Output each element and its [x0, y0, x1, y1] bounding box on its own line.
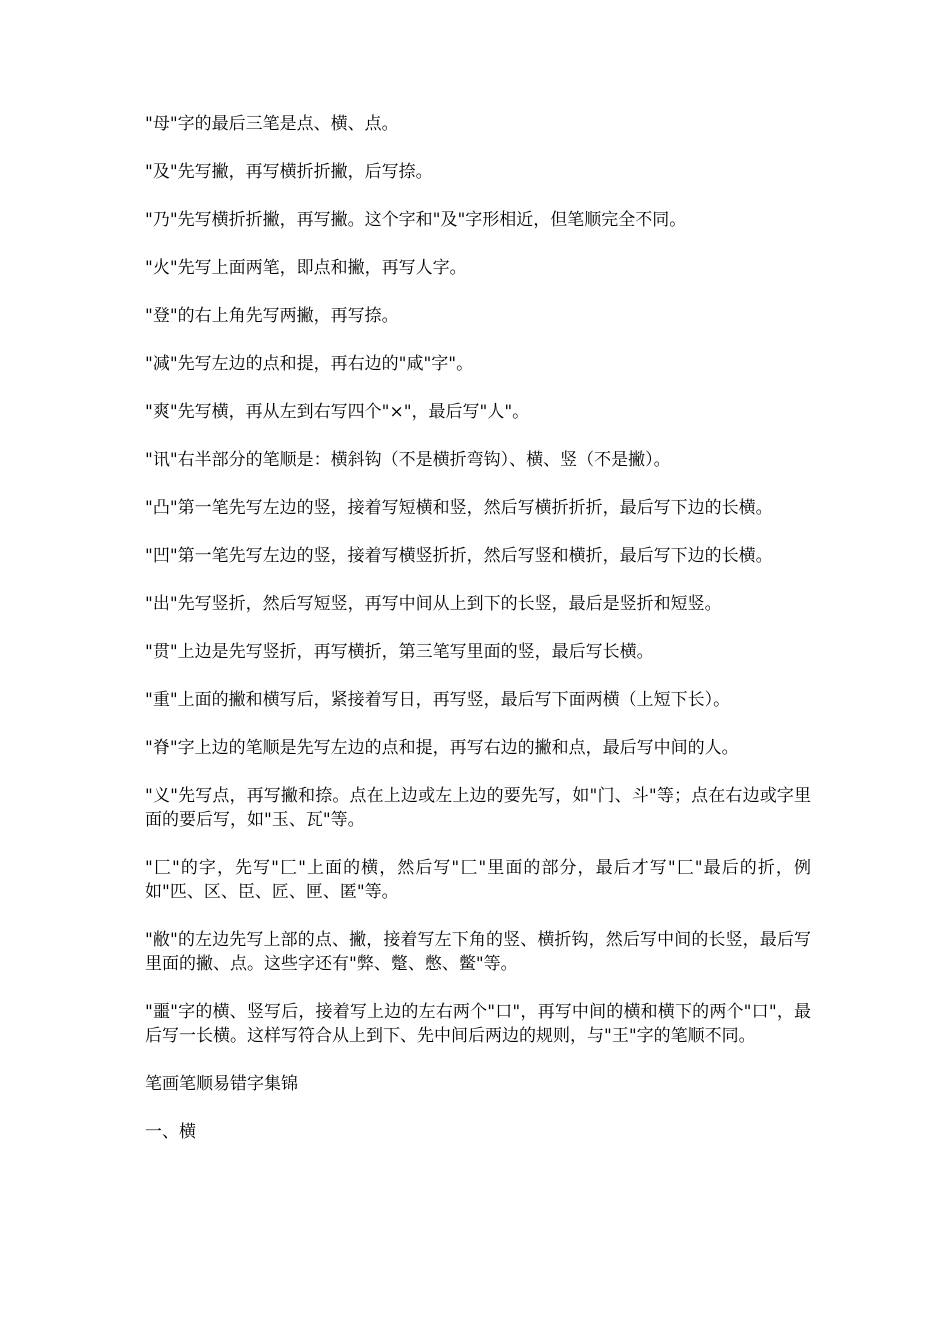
paragraph-tu: "凸"第一笔先写左边的竖，接着写短横和竖，然后写横折折折，最后写下边的长横。 — [145, 498, 773, 518]
paragraph-guan: "贯"上边是先写竖折，再写横折，第三笔写里面的竖，最后写长横。 — [145, 642, 654, 662]
paragraph-ji: "及"先写撇，再写横折折撇，后写捺。 — [145, 162, 433, 182]
paragraph-chu: "出"先写竖折，然后写短竖，再写中间从上到下的长竖，最后是竖折和短竖。 — [145, 594, 722, 614]
paragraph-mu: "母"字的最后三笔是点、横、点。 — [145, 114, 399, 134]
paragraph-xun: "讯"右半部分的笔顺是：横斜钩（不是横折弯钩）、横、竖（不是撇）。 — [145, 450, 671, 470]
paragraph-deng: "登"的右上角先写两撇，再写捺。 — [145, 306, 399, 326]
paragraph-ao: "凹"第一笔先写左边的竖，接着写横竖折折，然后写竖和横折，最后写下边的长横。 — [145, 546, 773, 566]
paragraph-nai: "乃"先写横折折撇，再写撇。这个字和"及"字形相近，但笔顺完全不同。 — [145, 210, 687, 230]
paragraph-ji-spine: "脊"字上边的笔顺是先写左边的点和提，再写右边的撇和点，最后写中间的人。 — [145, 738, 739, 758]
paragraph-jian: "减"先写左边的点和提，再右边的"咸"字"。 — [145, 354, 474, 374]
section-heading: 笔画笔顺易错字集锦 — [145, 1074, 298, 1094]
paragraph-yi: "义"先写点，再写撇和捺。点在上边或左上边的要先写，如"门、斗"等；点在右边或字里面的要后写，如"玉、瓦"等。 — [145, 786, 811, 830]
document-body — [145, 112, 811, 1168]
paragraph-e: "噩"字的横、竖写后，接着写上边的左右两个"口"，再写中间的横和横下的两个"口"，最后写一长横。这样写符合从上到下、先中间后两边的规则，与"王"字的笔顺不同。 — [145, 1002, 811, 1046]
subsection-heading: 一、横 — [145, 1122, 196, 1142]
paragraph-fang-radical: "匚"的字，先写"匚"上面的横，然后写"匚"里面的部分，最后才写"匚"最后的折，例如"匹、区、臣、匠、匣、匿"等。 — [145, 858, 811, 902]
paragraph-zhong: "重"上面的撇和横写后，紧接着写日，再写竖，最后写下面两横（上短下长）。 — [145, 690, 731, 710]
paragraph-shuang: "爽"先写横，再从左到右写四个"×"，最后写"人"。 — [145, 402, 530, 422]
paragraph-bi: "敝"的左边先写上部的点、撇，接着写左下角的竖、横折钩，然后写中间的长竖，最后写里面的撇、点。这些字还有"弊、蹩、憋、鳖"等。 — [145, 930, 811, 974]
paragraph-huo: "火"先写上面两笔，即点和撇，再写人字。 — [145, 258, 467, 278]
